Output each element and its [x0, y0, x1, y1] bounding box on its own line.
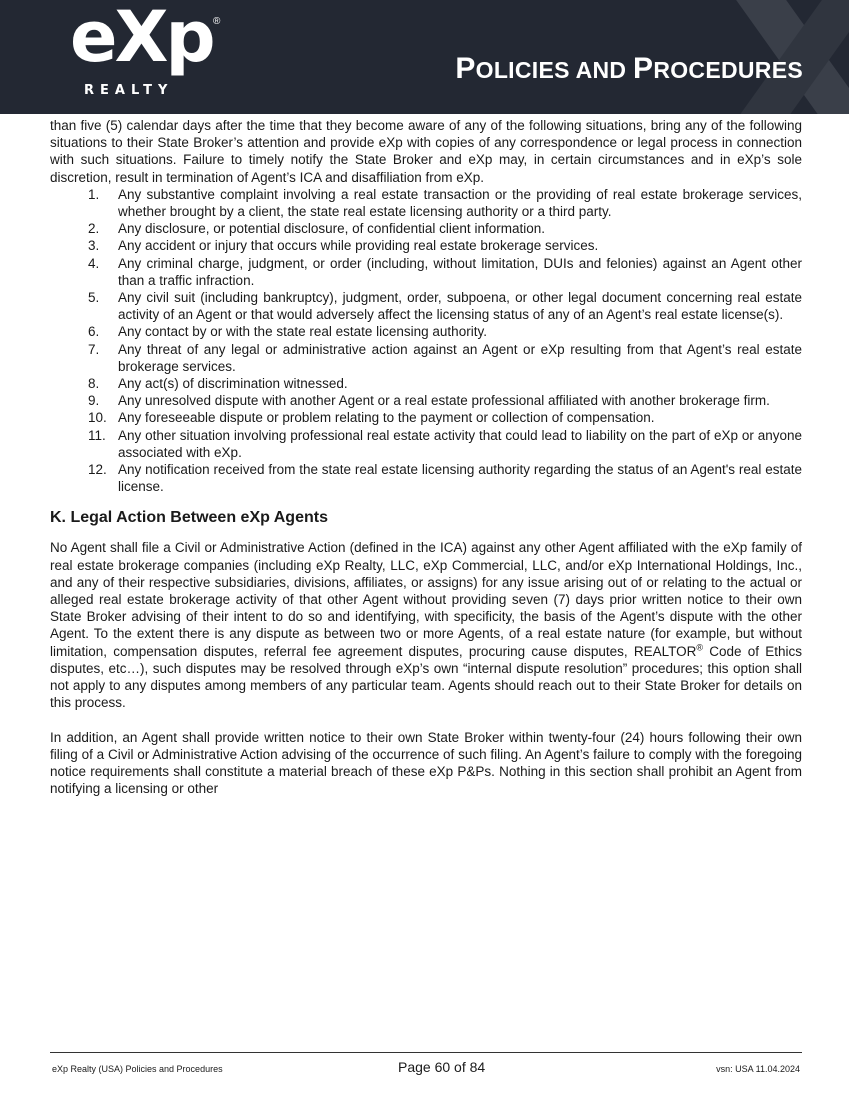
- situations-list: [50, 186, 802, 496]
- list-item: 3. Any accident or injury that occurs while providing real estate brokerage services.: [88, 238, 599, 254]
- page-title: POLICIES AND PROCEDURES: [455, 52, 803, 85]
- list-item: 6. Any contact by or with the state real estate licensing authority.: [88, 324, 487, 340]
- page-footer: [50, 1052, 802, 1083]
- logo-registered-mark: ®: [213, 16, 221, 27]
- list-item: 2. Any disclosure, or potential disclosure, of confidential client information.: [88, 221, 545, 237]
- intro-paragraph: than five (5) calendar days after the time that they become aware of any of the following situations, bring any of the following situations to their State Broker’s attention and provide eXp with copies of any correspondence or legal process in connection with such situations. Failure to timely notify the State Broker and eXp may, in certain circumstances and in eXp’s sole discretion, result in termination of Agent’s ICA and disaffiliation from eXp.: [50, 118, 802, 185]
- list-item: 4. Any criminal charge, judgment, or order (including, without limitation, DUIs and felonies) against an Agent other than a traffic infraction.: [88, 255, 802, 288]
- list-item: 11. Any other situation involving professional real estate activity that could lead to liability on the part of eXp or anyone associated with eXp.: [88, 427, 802, 460]
- list-item: 5. Any civil suit (including bankruptcy), judgment, order, subpoena, or other legal document concerning real estate activity of an Agent or that would adversely affect the licensing status of any of an Agent’s real estate license(s).: [88, 290, 802, 323]
- logo-wordmark: eXp: [70, 0, 213, 78]
- list-item: 7. Any threat of any legal or administrative action against an Agent or eXp resulting from that Agent’s real estate brokerage services.: [88, 341, 802, 374]
- footer-version: vsn: USA 11.04.2024: [716, 1064, 800, 1074]
- document-body: [50, 117, 802, 797]
- page-header: [0, 0, 849, 114]
- paragraph-notice: In addition, an Agent shall provide written notice to their own State Broker within twenty-four (24) hours following their own filing of a Civil or Administrative Action advising of the occurrence of such filing. An Agent’s failure to comply with the foregoing notice requirements shall constitute a material breach of these eXp P&Ps. Nothing in this section shall prohibit an Agent from notifying a licensing or other: [50, 729, 802, 797]
- footer-doc-title: eXp Realty (USA) Policies and Procedures: [52, 1064, 223, 1074]
- list-item: 8. Any act(s) of discrimination witnessed.: [88, 376, 348, 392]
- logo-realty: REALTY: [84, 83, 174, 98]
- paragraph-legal-action: No Agent shall file a Civil or Administrative Action (defined in the ICA) against any other Agent affiliated with the eXp family of real estate brokerage companies (including eXp Realty, LLC, eXp Commercial, LLC, and/or eXp International Holdings, Inc., and any of their respective subsidiaries, divisions, affiliates, or assigns) for any issue arising out of or relating to the actual or alleged real estate brokerage activity of that other Agent without providing seven (7) days prior written notice to their own State Broker advising of their intent to do so and identifying, with specificity, the basis of the Agent’s dispute with the other Agent. To the extent there is any dispute as between two or more Agents, of a real estate nature (for example, but without limitation, compensation disputes, referral fee agreement disputes, procuring cause disputes, REALTOR® Code of Ethics disputes, etc…), such disputes may be resolved through eXp’s own “internal dispute resolution” procedures; this option shall not apply to any disputes among members of any particular team. Agents should reach out to their State Broker for details on this process.: [50, 540, 803, 711]
- list-item: 10. Any foreseeable dispute or problem relating to the payment or collection of compensation.: [88, 410, 655, 426]
- list-item: 12. Any notification received from the state real estate licensing authority regarding the status of an Agent's real estate license.: [88, 462, 802, 495]
- exp-realty-logo: [70, 0, 230, 106]
- section-heading: K. Legal Action Between eXp Agents: [50, 509, 328, 527]
- list-item: 9. Any unresolved dispute with another Agent or a real estate professional affiliated with another brokerage firm.: [88, 393, 770, 409]
- list-item: 1. Any substantive complaint involving a real estate transaction or the providing of real estate brokerage services, whether brought by a client, the state real estate licensing authority or a third party.: [88, 186, 802, 220]
- page-number: Page 60 of 84: [398, 1059, 486, 1075]
